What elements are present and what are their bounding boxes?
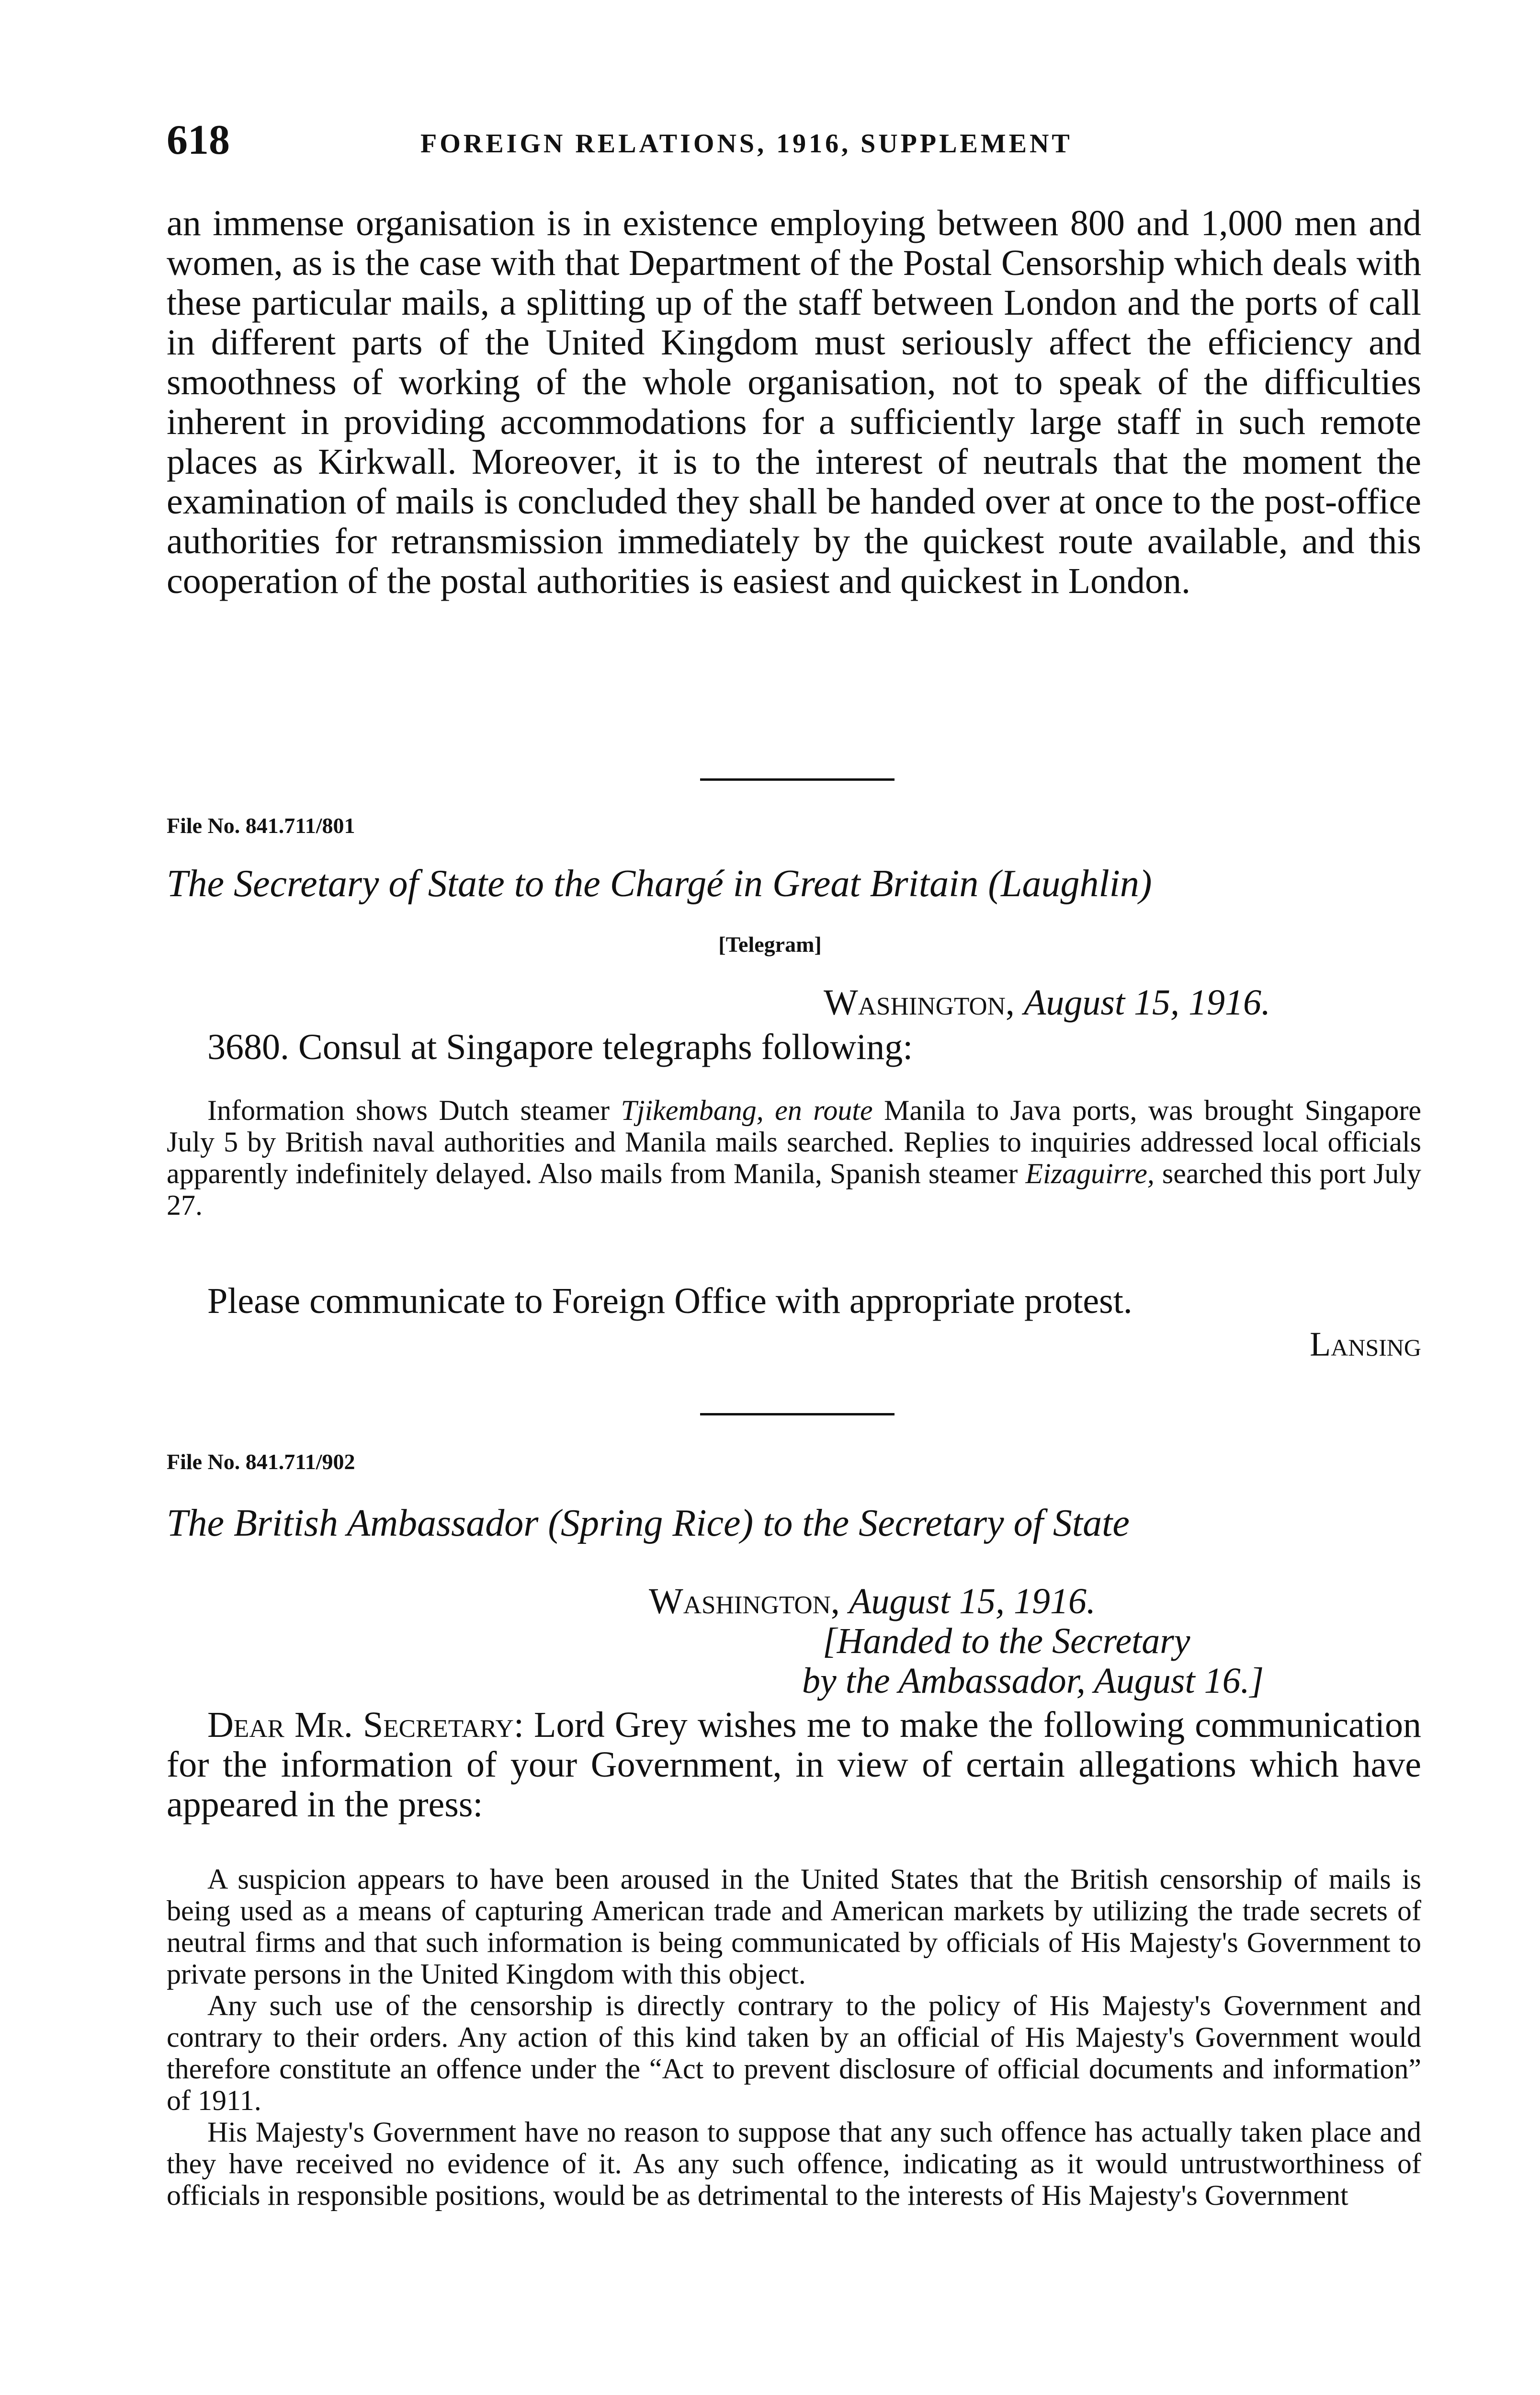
signature-lansing: Lansing xyxy=(1310,1325,1421,1363)
file-number-902: File No. 841.711/902 xyxy=(167,1449,355,1474)
doc2-opening-block xyxy=(167,1705,1421,1825)
running-title: FOREIGN RELATIONS, 1916, SUPPLEMENT xyxy=(420,129,1073,159)
dateline-place: Washington, xyxy=(824,982,1015,1023)
dateline-1 xyxy=(824,982,1270,1024)
file-number-801: File No. 841.711/801 xyxy=(167,813,355,838)
dateline-date: August 15, 1916. xyxy=(1023,982,1271,1023)
salutation: Dear Mr. Secretary: xyxy=(207,1705,524,1745)
ship-name-eizaguirre: Eizaguirre, xyxy=(1025,1158,1155,1189)
continuation-paragraph: an immense organisation is in existence employing between 800 and 1,000 men and women, as is the case with that Department of the Postal Censorship which deals with these particular mails, a splitting up of the staff between London and the ports of call in different parts of the United Kingdom must seriously affect the efficiency and smoothness of working of the whole organisation, not to speak of the difficulties inherent in providing accommodations for a sufficiently large staff in such remote places as Kirkwall. Moreover, it is to the interest of neutrals that the moment the examination of mails is concluded they shall be handed over at once to the post-office authorities for retransmission immediately by the quickest route available, and this cooperation of the postal authorities is easiest and quickest in London. xyxy=(167,203,1421,601)
grey-statement-paragraph-3: His Majesty's Government have no reason to suppose that any such offence has actually taken place and they have received no evidence of it. As any such offence, indicating as it would untrustworthiness of officials in responsible positions, would be as detrimental to the interests of His Majesty's Government xyxy=(167,2116,1421,2211)
dateline-2-place: Washington, xyxy=(649,1581,840,1621)
closing-instruction: Please communicate to Foreign Office with appropriate protest. xyxy=(207,1281,1132,1321)
telegram-opening: 3680. Consul at Singapore telegraphs following: xyxy=(207,1027,913,1067)
continuation-block xyxy=(167,204,1421,601)
consul-quote-part-2: Manila to Java ports, was brought Singapore July 5 by British naval authorities and Manila mails searched. Replies to inquiries addressed local officials apparently indefinitely delayed. Also mails from Manila, Spanish steamer xyxy=(167,1095,1421,1189)
dateline-2 xyxy=(649,1581,1096,1622)
letter-opening-text: Lord Grey wishes me to make the following communication for the information of your Government, in view of certain allegations which have appeared in the press: xyxy=(167,1705,1421,1825)
dateline-2-date: August 15, 1916. xyxy=(849,1581,1096,1621)
grey-statement-paragraph-1: A suspicion appears to have been aroused in the United States that the British censorship of mails is being used as a means of capturing American trade and American markets by utilizing the trade secrets of neutral firms and that such information is being communicated by officials of His Majesty's Government to private persons in the United Kingdom with this object. xyxy=(167,1863,1421,1990)
grey-statement-paragraph-2: Any such use of the censorship is directly contrary to the policy of His Majesty's Government and contrary to their orders. Any action of this kind taken by an official of His Majesty's Government would therefore constitute an offence under the “Act to prevent disclosure of official documents and information” of 1911. xyxy=(167,1990,1421,2116)
document-title-secretary-to-charge: The Secretary of State to the Chargé in Great Britain (Laughlin) xyxy=(167,863,1152,905)
document-title-ambassador-to-secretary: The British Ambassador (Spring Rice) to the Secretary of State xyxy=(167,1502,1130,1544)
consul-quote-part-3: searched this port July 27. xyxy=(167,1158,1422,1221)
doc2-quote-block xyxy=(167,1863,1421,2211)
handed-note-line-2: by the Ambassador, August 16.] xyxy=(802,1661,1264,1701)
ship-name-tjikembang: Tjikembang, en route xyxy=(621,1095,873,1126)
letter-opening xyxy=(167,1705,1421,1825)
consul-quote-part-1: Information shows Dutch steamer xyxy=(207,1095,621,1126)
doc1-quote-block xyxy=(167,1095,1421,1221)
section-divider xyxy=(700,778,895,781)
doc1-closing-block xyxy=(167,1281,1421,1321)
running-head xyxy=(167,116,1421,169)
handed-note-line-1: [Handed to the Secretary xyxy=(823,1621,1190,1661)
telegram-label: [Telegram] xyxy=(718,932,822,957)
page-number: 618 xyxy=(167,117,230,163)
section-divider-2 xyxy=(700,1413,895,1415)
doc1-opening-block xyxy=(167,1027,1421,1067)
consul-quote xyxy=(167,1095,1421,1221)
